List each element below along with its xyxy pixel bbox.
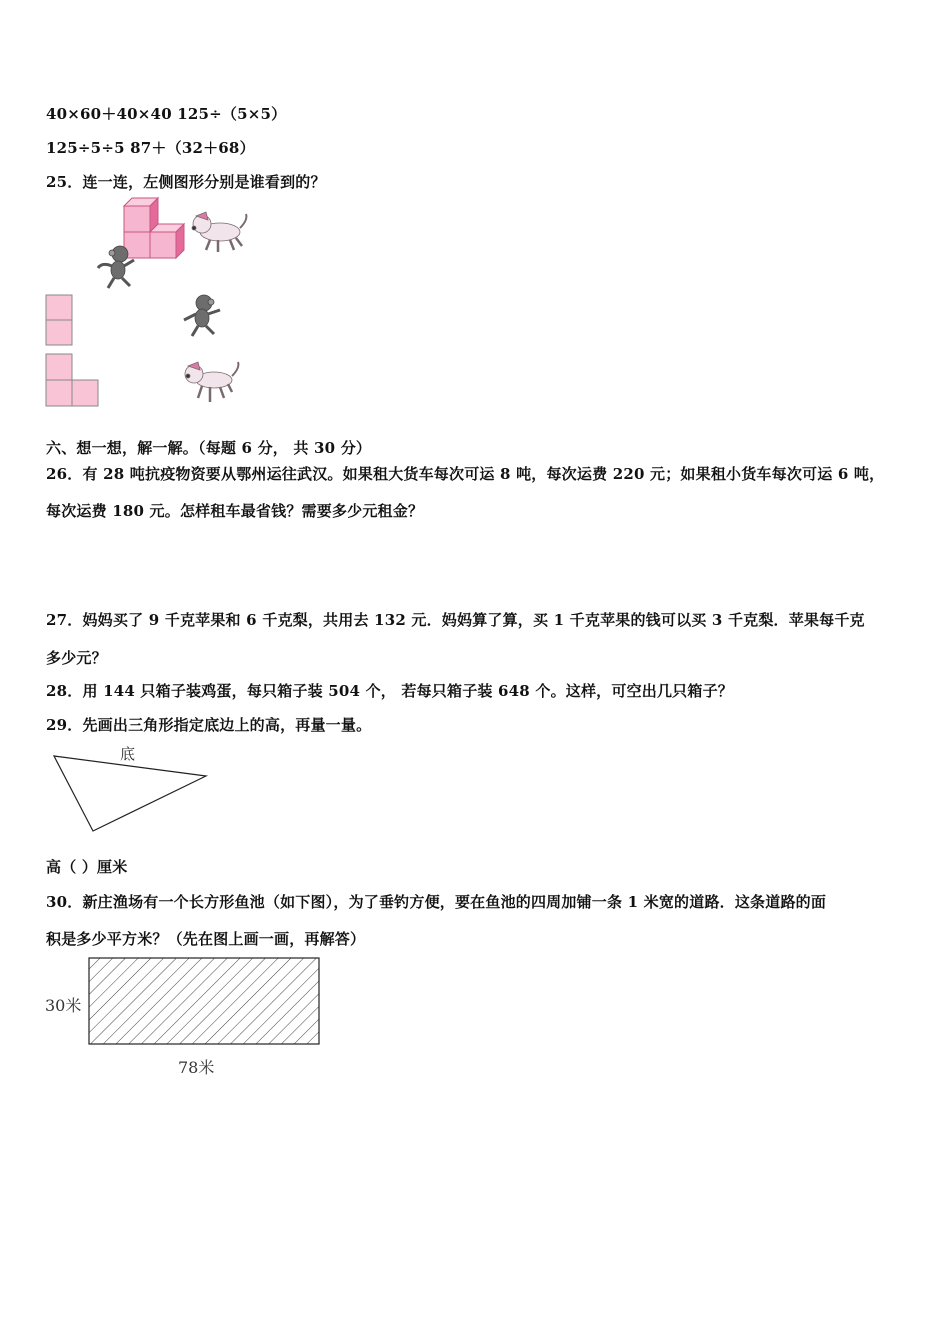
calc-line-2: 125÷5÷5 87＋（32＋68） xyxy=(46,139,255,157)
question-26-line-2: 每次运费 180 元。怎样租车最省钱？需要多少元租金？ xyxy=(46,502,424,520)
q25-view-2 xyxy=(45,353,101,409)
view-square xyxy=(46,354,72,380)
question-29-answer: 高（ ）厘米 xyxy=(46,858,128,876)
question-26-line-1: 26．有 28 吨抗疫物资要从鄂州运往武汉。如果租大货车每次可运 8 吨，每次运费 220 元；如果租小货车每次可运 6 吨， xyxy=(46,465,885,483)
view-square xyxy=(46,295,72,320)
question-27-line-2: 多少元？ xyxy=(46,649,107,667)
view-square xyxy=(46,380,72,406)
q30-pond-rectangle xyxy=(88,957,322,1047)
triangle-base-label: 底 xyxy=(120,745,136,763)
pond-height-label: 30米 xyxy=(45,996,82,1015)
question-30-line-1: 30．新庄渔场有一个长方形鱼池（如下图），为了垂钓方便，要在鱼池的四周加铺一条 1 米宽的道路．这条道路的面 xyxy=(46,893,827,911)
triangle-shape xyxy=(54,756,206,831)
question-30-line-2: 积是多少平方米？（先在图上画一画，再解答） xyxy=(46,930,366,948)
q25-cubes-figure xyxy=(90,196,260,296)
question-25: 25．连一连，左侧图形分别是谁看到的？ xyxy=(46,173,326,191)
pond-hatch-fill xyxy=(89,958,319,1044)
section-6-heading: 六、想一想，解一解。（每题 6 分， 共 30 分） xyxy=(46,439,372,457)
question-29: 29．先画出三角形指定底边上的高，再量一量。 xyxy=(46,716,372,734)
question-27-line-1: 27．妈妈买了 9 千克苹果和 6 千克梨，共用去 132 元．妈妈算了算，买 1 千克苹果的钱可以买 3 千克梨．苹果每千克 xyxy=(46,611,865,629)
cube-front-face xyxy=(124,206,150,232)
cube-front-face xyxy=(150,232,176,258)
monkey-icon xyxy=(180,292,226,338)
dog-icon xyxy=(192,212,246,252)
view-square xyxy=(72,380,98,406)
dog-icon xyxy=(180,360,242,406)
q25-view-1 xyxy=(45,294,75,348)
calc-line-1: 40×60＋40×40 125÷（5×5） xyxy=(46,105,287,123)
question-28: 28．用 144 只箱子装鸡蛋，每只箱子装 504 个， 若每只箱子装 648 个。这样，可空出几只箱子？ xyxy=(46,682,733,700)
pond-width-label: 78米 xyxy=(178,1058,215,1077)
view-square xyxy=(46,320,72,345)
